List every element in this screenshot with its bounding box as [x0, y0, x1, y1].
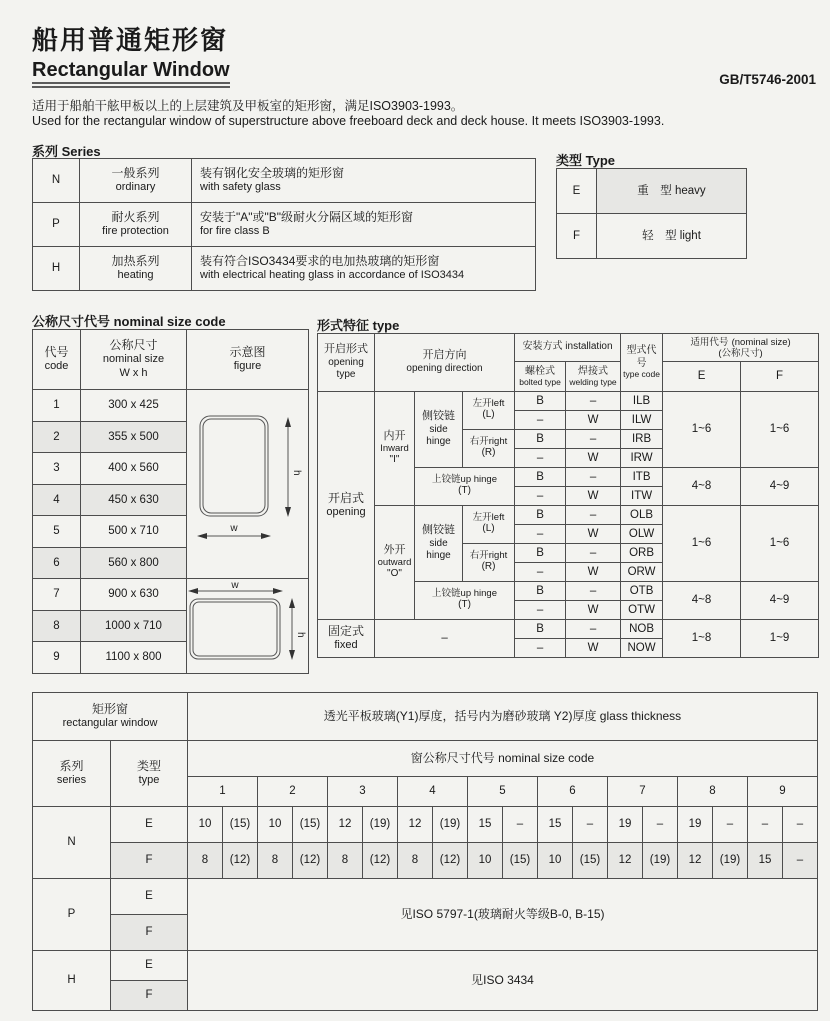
header-en: code — [44, 360, 69, 373]
glass-header-type — [111, 741, 188, 807]
size-col-header-size — [81, 330, 187, 390]
landscape-window-diagram — [188, 579, 308, 668]
size-table — [32, 329, 309, 674]
cell-code: (L) — [482, 523, 495, 535]
bolted-flag: – — [515, 525, 566, 544]
glass-type: E — [111, 951, 188, 981]
cell-en: opening — [326, 506, 366, 519]
glass-note-p: 见ISO 5797-1(玻璃耐火等级B-0, B-15) — [188, 879, 818, 951]
glass-header-title: 透光平板玻璃(Y1)厚度，括号内为磨砂玻璃 Y2)厚度 glass thickness — [188, 693, 818, 741]
series-name-en: ordinary — [115, 181, 156, 194]
type-code-value: ITW — [621, 487, 663, 506]
range-e: 4~8 — [663, 582, 741, 620]
series-name — [80, 247, 192, 291]
glass-series: H — [33, 951, 111, 1011]
cell-en: fixed — [334, 639, 358, 652]
glass-value: 8 — [188, 843, 223, 879]
form-header-col-e: E — [663, 362, 741, 392]
series-name-cn: 耐火系列 — [111, 210, 160, 225]
cell-code: (T) — [458, 485, 471, 497]
range-e: 1~8 — [663, 620, 741, 658]
size-code-header: 8 — [678, 777, 748, 807]
form-inward-cell — [375, 392, 415, 506]
form-header-installation — [515, 334, 621, 362]
intro-en: Used for the rectangular window of superstructure above freeboard deck and deck house. It meets ISO3903-1993. — [32, 114, 665, 128]
glass-value: 15 — [538, 807, 573, 843]
header-en: installation — [565, 341, 613, 353]
header-en: opening direction — [406, 363, 483, 375]
range-e: 4~8 — [663, 468, 741, 506]
cell-en: side — [429, 423, 448, 435]
size-code: 2 — [33, 421, 81, 453]
header-cn: 焊接式 — [578, 365, 609, 377]
welding-flag: – — [566, 392, 621, 411]
glass-value: (19) — [363, 807, 398, 843]
series-desc-cn: 安装于"A"或"B"级耐火分隔区域的矩形窗 — [200, 210, 414, 225]
series-name — [80, 203, 192, 247]
form-side-hinge-cell — [415, 392, 463, 468]
bolted-flag: B — [515, 468, 566, 487]
form-header-welding — [566, 362, 621, 392]
type-code-value: ILW — [621, 411, 663, 430]
cell-cn: 内开 — [383, 430, 406, 443]
size-code-header: 5 — [468, 777, 538, 807]
size-code: 3 — [33, 453, 81, 485]
welding-flag: W — [566, 449, 621, 468]
glass-value: 10 — [538, 843, 573, 879]
size-code-header: 6 — [538, 777, 608, 807]
form-section-label: 形式特征 type — [317, 318, 400, 333]
welding-flag: W — [566, 487, 621, 506]
bolted-flag: – — [515, 411, 566, 430]
type-code-value: IRB — [621, 430, 663, 449]
table-row — [33, 247, 536, 291]
welding-flag: – — [566, 430, 621, 449]
form-header-opening-type — [318, 334, 375, 392]
glass-value: 15 — [468, 807, 503, 843]
outward-content — [375, 544, 414, 581]
inward-name — [380, 430, 409, 454]
window-figure-landscape — [187, 579, 309, 673]
dim-label-w: w — [230, 580, 239, 592]
range-f: 1~6 — [741, 392, 819, 468]
type-code-value: ORW — [621, 563, 663, 582]
intro-cn: 适用于船舶干舷甲板以上的上层建筑及甲板室的矩形窗，满足ISO3903-1993。 — [32, 99, 464, 113]
table-row — [318, 392, 819, 411]
glass-value: (15) — [293, 807, 328, 843]
form-direction-left — [463, 506, 515, 544]
glass-value: (12) — [223, 843, 258, 879]
size-value: 300 x 425 — [81, 390, 187, 422]
table-row — [318, 334, 819, 362]
glass-table — [32, 692, 818, 1011]
type-name: 轻 型 light — [597, 214, 747, 259]
series-code: P — [33, 203, 80, 247]
series-name-cn: 一般系列 — [111, 166, 160, 181]
glass-value: 10 — [258, 807, 293, 843]
series-desc-en: for fire class B — [200, 225, 270, 238]
series-desc — [192, 159, 536, 203]
series-desc-en: with electrical heating glass in accordance of ISO3434 — [200, 269, 465, 282]
portrait-window-diagram — [188, 390, 308, 574]
size-value: 450 x 630 — [81, 484, 187, 516]
form-fixed-direction: – — [375, 620, 515, 658]
bolted-flag: – — [515, 487, 566, 506]
bolted-flag: B — [515, 620, 566, 639]
welding-flag: W — [566, 601, 621, 620]
series-name-en: fire protection — [102, 225, 169, 238]
welding-flag: – — [566, 506, 621, 525]
size-value: 900 x 630 — [81, 579, 187, 610]
header-en: series — [56, 774, 87, 787]
cell-code: (L) — [482, 409, 495, 421]
size-value: 1000 x 710 — [81, 610, 187, 641]
glass-value: 15 — [748, 843, 783, 879]
glass-header-series — [33, 741, 111, 807]
bolted-flag: B — [515, 544, 566, 563]
header-cn: 代号 — [44, 345, 69, 360]
form-direction-left — [463, 392, 515, 430]
bolted-flag: – — [515, 601, 566, 620]
glass-value: – — [713, 807, 748, 843]
form-outward-cell — [375, 506, 415, 620]
glass-type: F — [111, 843, 188, 879]
header-cn: 开启形式 — [324, 343, 368, 356]
size-code: 4 — [33, 484, 81, 516]
table-row — [33, 579, 309, 610]
size-code-header: 4 — [398, 777, 468, 807]
series-desc-en: with safety glass — [200, 181, 281, 194]
size-col-header-figure — [187, 330, 309, 390]
header-en: (nominal size) — [731, 337, 791, 349]
glass-value: 19 — [608, 807, 643, 843]
header-cn: 开启方向 — [422, 349, 467, 362]
glass-value: 12 — [608, 843, 643, 879]
size-value: 355 x 500 — [81, 421, 187, 453]
glass-value: – — [643, 807, 678, 843]
cell-cn: 外开 — [383, 544, 406, 557]
dim-label-h: h — [290, 470, 302, 476]
size-section-label: 公称尺寸代号 nominal size code — [32, 314, 226, 329]
cell-label: 右开right — [469, 550, 508, 562]
form-header-type-code — [621, 334, 663, 392]
cell-cn: 固定式 — [327, 624, 364, 639]
type-code-value: OTB — [621, 582, 663, 601]
glass-value: – — [783, 807, 818, 843]
cell-cn: 侧铰链 — [422, 524, 455, 537]
series-code: N — [33, 159, 80, 203]
glass-value: 12 — [328, 807, 363, 843]
glass-value: (15) — [573, 843, 608, 879]
table-row — [33, 843, 818, 879]
series-name-en: heating — [117, 269, 154, 282]
glass-header-size-code: 窗公称尺寸代号 nominal size code — [188, 741, 818, 777]
table-row — [557, 214, 747, 259]
form-header-applicable — [663, 334, 819, 362]
glass-value: (12) — [363, 843, 398, 879]
glass-value: – — [573, 807, 608, 843]
header-cn: 型式代号 — [626, 345, 657, 369]
header-unit: W x h — [119, 367, 148, 379]
table-row — [557, 169, 747, 214]
size-code: 7 — [33, 579, 81, 610]
table-row — [33, 741, 818, 777]
size-code: 9 — [33, 642, 81, 673]
bolted-flag: B — [515, 506, 566, 525]
range-f: 4~9 — [741, 468, 819, 506]
dim-label-w: w — [229, 523, 238, 534]
bolted-flag: – — [515, 449, 566, 468]
table-row — [318, 506, 819, 525]
series-desc-cn: 装有符合ISO3434要求的电加热玻璃的矩形窗 — [200, 254, 440, 269]
form-fixed-cell — [318, 620, 375, 658]
header-en: figure — [233, 360, 262, 373]
range-e: 1~6 — [663, 392, 741, 468]
form-opening-cell — [318, 392, 375, 620]
form-header-bolted — [515, 362, 566, 392]
header-cn: 适用代号 — [690, 337, 729, 349]
series-name — [80, 159, 192, 203]
welding-flag: – — [566, 468, 621, 487]
form-header-col-f: F — [741, 362, 819, 392]
form-side-hinge-cell — [415, 506, 463, 582]
table-row — [318, 620, 819, 639]
glass-value: 12 — [398, 807, 433, 843]
cell-code: (R) — [481, 561, 496, 573]
cell-label: 左开left — [472, 512, 505, 524]
cell-en: hinge — [426, 436, 451, 448]
welding-flag: W — [566, 411, 621, 430]
size-value: 1100 x 800 — [81, 642, 187, 673]
dim-label-h: h — [294, 632, 306, 638]
form-direction-right — [463, 544, 515, 582]
size-code: 8 — [33, 610, 81, 641]
cell-cn: 开启式 — [327, 491, 364, 506]
header-en: type code — [623, 369, 660, 380]
header-en: bolted type — [519, 377, 561, 388]
header-cn: 安装方式 — [522, 341, 563, 353]
type-code: E — [557, 169, 597, 214]
series-desc-cn: 装有钢化安全玻璃的矩形窗 — [200, 166, 345, 181]
size-code: 5 — [33, 516, 81, 548]
bolted-flag: – — [515, 563, 566, 582]
glass-value: (12) — [293, 843, 328, 879]
glass-value: 8 — [258, 843, 293, 879]
form-table — [317, 333, 819, 658]
bolted-flag: B — [515, 582, 566, 601]
glass-value: 10 — [188, 807, 223, 843]
cell-en: hinge — [426, 550, 451, 562]
form-up-hinge-cell — [415, 468, 515, 506]
series-desc — [192, 247, 536, 291]
welding-flag: W — [566, 563, 621, 582]
glass-value: (15) — [223, 807, 258, 843]
welding-flag: – — [566, 544, 621, 563]
size-code-header: 1 — [188, 777, 258, 807]
welding-flag: – — [566, 582, 621, 601]
header-en: welding type — [569, 377, 617, 388]
header-en: nominal size — [102, 353, 165, 366]
size-value: 400 x 560 — [81, 453, 187, 485]
glass-value: (15) — [503, 843, 538, 879]
glass-value: – — [503, 807, 538, 843]
size-code-header: 3 — [328, 777, 398, 807]
series-section-label: 系列 Series — [32, 144, 101, 159]
header-en: type — [138, 774, 160, 787]
bolted-flag: B — [515, 392, 566, 411]
glass-type: E — [111, 879, 188, 915]
type-code-value: ORB — [621, 544, 663, 563]
type-code-value: OLW — [621, 525, 663, 544]
page-title-en: Rectangular Window — [32, 59, 230, 81]
type-section-label: 类型 Type — [556, 153, 615, 168]
header-cn: 类型 — [136, 759, 161, 774]
glass-value: 12 — [678, 843, 713, 879]
bolted-flag: B — [515, 430, 566, 449]
glass-type: F — [111, 915, 188, 951]
range-f: 1~6 — [741, 506, 819, 582]
outward-name — [378, 544, 412, 568]
type-name: 重 型 heavy — [597, 169, 747, 214]
glass-value: (12) — [433, 843, 468, 879]
glass-value: (19) — [643, 843, 678, 879]
cell-label: 上铰链up hinge — [432, 588, 497, 600]
glass-value: 19 — [678, 807, 713, 843]
table-row — [33, 390, 309, 422]
table-row — [33, 159, 536, 203]
glass-value: – — [783, 843, 818, 879]
glass-type: F — [111, 981, 188, 1011]
header-cn: 示意图 — [229, 345, 266, 360]
welding-flag: W — [566, 525, 621, 544]
type-code-value: IRW — [621, 449, 663, 468]
type-table — [556, 168, 747, 259]
glass-value: (19) — [713, 843, 748, 879]
cell-cn: 侧铰链 — [422, 410, 455, 423]
cell-label: 上铰链up hinge — [432, 474, 497, 486]
type-code-value: ITB — [621, 468, 663, 487]
standard-code: GB/T5746-2001 — [719, 72, 816, 87]
title-underline — [32, 82, 230, 88]
glass-series: P — [33, 879, 111, 951]
size-code-header: 9 — [748, 777, 818, 807]
series-code: H — [33, 247, 80, 291]
header-cn: 公称尺寸 — [109, 338, 158, 353]
size-code-header: 7 — [608, 777, 678, 807]
form-direction-right — [463, 430, 515, 468]
glass-value: – — [748, 807, 783, 843]
type-code-value: NOW — [621, 639, 663, 658]
cell-en: Inward — [380, 442, 409, 454]
header-cn: 矩形窗 — [91, 702, 128, 717]
glass-header-window — [33, 693, 188, 741]
size-col-header-code — [33, 330, 81, 390]
page-title-cn: 船用普通矩形窗 — [32, 25, 229, 55]
inward-code: "I" — [389, 454, 400, 466]
size-value: 500 x 710 — [81, 516, 187, 548]
bolted-flag: – — [515, 639, 566, 658]
table-row — [33, 203, 536, 247]
series-desc — [192, 203, 536, 247]
size-code-header: 2 — [258, 777, 328, 807]
table-row — [33, 330, 309, 390]
range-f: 4~9 — [741, 582, 819, 620]
header-cn2: (公称尺寸) — [718, 348, 763, 360]
outward-code: "O" — [387, 568, 402, 580]
size-code: 1 — [33, 390, 81, 422]
cell-code: (R) — [481, 447, 496, 459]
glass-note-h: 见ISO 3434 — [188, 951, 818, 1011]
glass-type: E — [111, 807, 188, 843]
range-f: 1~9 — [741, 620, 819, 658]
type-code-value: NOB — [621, 620, 663, 639]
glass-value: (19) — [433, 807, 468, 843]
table-row — [33, 951, 818, 981]
header-cn: 系列 — [59, 759, 84, 774]
table-row — [33, 807, 818, 843]
series-table — [32, 158, 536, 291]
size-code: 6 — [33, 547, 81, 579]
window-figure-portrait — [187, 390, 309, 579]
table-row — [33, 879, 818, 915]
welding-flag: W — [566, 639, 621, 658]
type-code: F — [557, 214, 597, 259]
type-code-value: ILB — [621, 392, 663, 411]
welding-flag: – — [566, 620, 621, 639]
cell-en: side — [429, 537, 448, 549]
range-e: 1~6 — [663, 506, 741, 582]
inward-content — [375, 430, 414, 467]
series-name-cn: 加热系列 — [111, 254, 160, 269]
cell-label: 右开right — [469, 436, 508, 448]
type-code-value: OTW — [621, 601, 663, 620]
type-code-value: OLB — [621, 506, 663, 525]
cell-en: outward — [377, 556, 412, 568]
cell-code: (T) — [458, 599, 471, 611]
header-en: rectangular window — [62, 717, 158, 730]
header-cn: 螺栓式 — [525, 365, 556, 377]
form-up-hinge-cell — [415, 582, 515, 620]
glass-value: 10 — [468, 843, 503, 879]
table-row — [33, 693, 818, 741]
header-en: opening type — [328, 356, 364, 381]
form-header-direction — [375, 334, 515, 392]
glass-series: N — [33, 807, 111, 879]
glass-value: 8 — [328, 843, 363, 879]
glass-value: 8 — [398, 843, 433, 879]
cell-label: 左开left — [472, 398, 505, 410]
size-value: 560 x 800 — [81, 547, 187, 579]
